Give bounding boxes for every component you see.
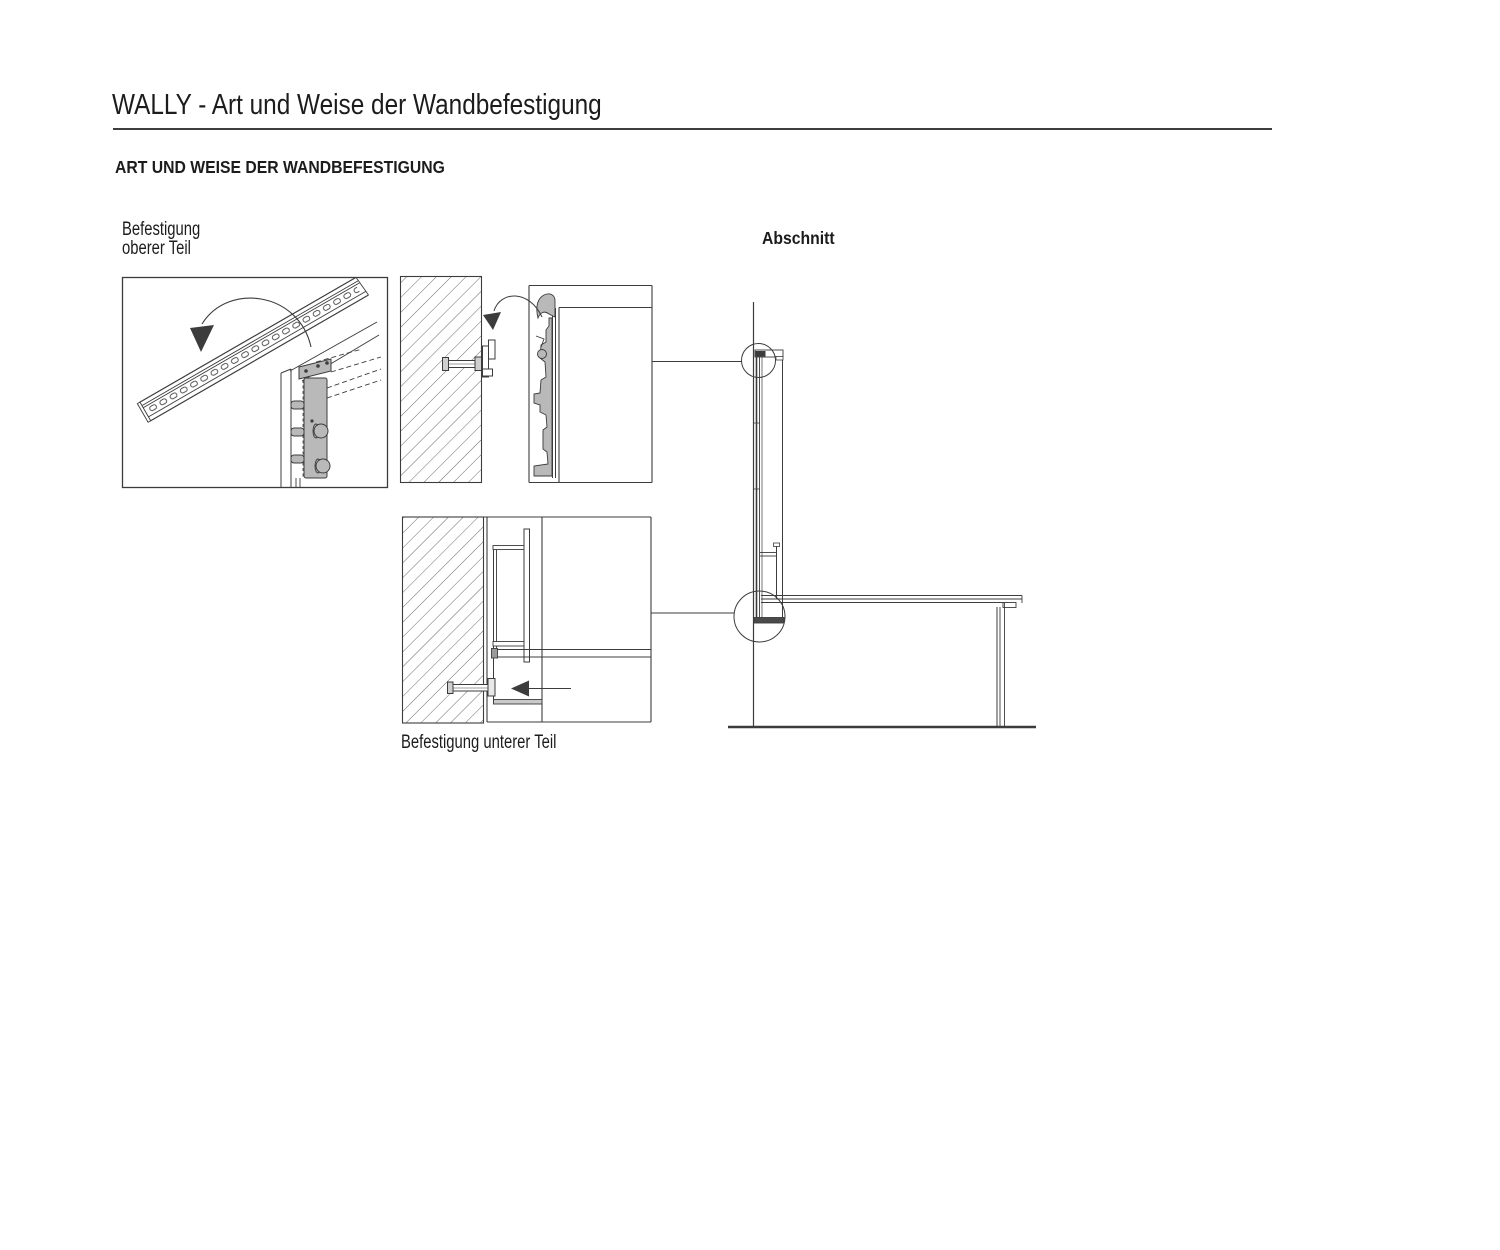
knob [316,459,330,473]
drawing-upper-fixation-figure [123,276,388,487]
drawing-upper-detail-figure [401,277,653,483]
caption-lower-fixation: Befestigung unterer Teil [401,732,557,753]
side-bolt [291,401,304,409]
wall-hatch [401,277,482,483]
page-title: WALLY - Art und Weise der Wandbefestigung [112,89,602,121]
side-bolt [291,455,304,463]
desk [761,596,1022,727]
drawing-section-figure [651,302,1036,727]
caption-upper-line1: Befestigung [122,219,201,240]
detail-circle-top [742,344,776,378]
caption-section-view: Abschnitt [762,228,835,248]
shelf-edge [492,649,652,659]
left-arrow-icon [511,681,571,697]
mounting-bracket-plate [291,359,331,478]
figure-border [123,278,388,488]
panel-bottom-cap [754,618,784,624]
panel [754,350,784,623]
caption-upper-line2: oberer Teil [122,237,191,259]
bracket-foot [494,700,543,705]
panel-profile [534,294,556,478]
section-heading: ART UND WEISE DER WANDBEFESTIGUNG [115,157,445,177]
panel-rail-assembly [493,529,530,704]
knob [314,424,328,438]
hook-rotation-arrow-icon [483,296,542,330]
panel-inner-bracket [760,543,780,599]
wall-hatch [403,517,484,723]
side-bolt [291,428,304,436]
drawing-lower-detail-figure [403,517,652,723]
